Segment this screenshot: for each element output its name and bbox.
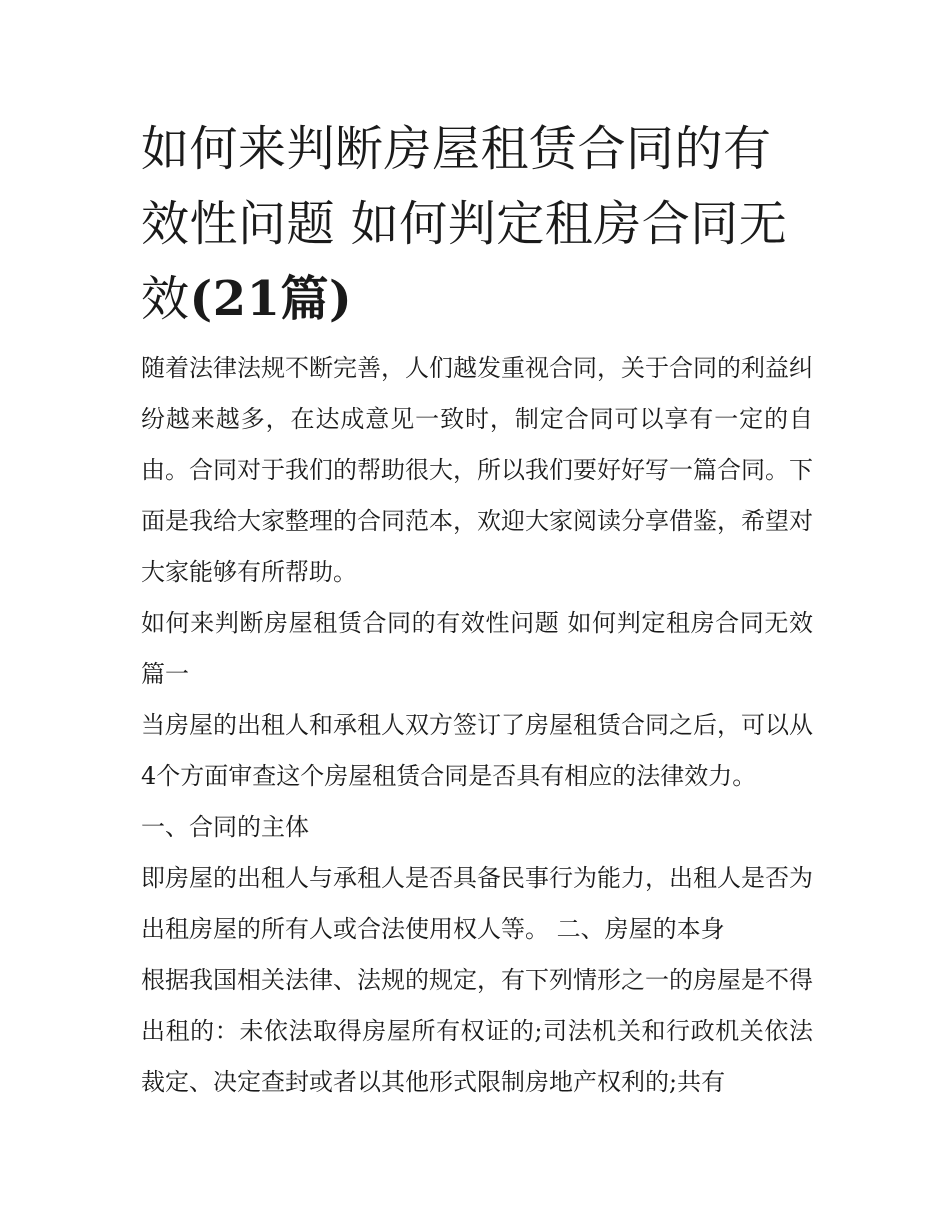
title-count-text: (21篇) (189, 271, 353, 327)
document-body (141, 343, 813, 1108)
title-main-text: 如何来判断房屋租赁合同的有效性问题 如何判定租房合同无效 (141, 121, 788, 327)
document-page (141, 112, 813, 1108)
body-paragraph: 即房屋的出租人与承租人是否具备民事行为能力，出租人是否为出租房屋的所有人或合法使用权人等。 二、房屋的本身 (141, 864, 813, 943)
document-title (141, 112, 813, 337)
body-paragraph: 根据我国相关法律、法规的规定，有下列情形之一的房屋是不得出租的：未依法取得房屋所有权证的;司法机关和行政机关依法裁定、决定查封或者以其他形式限制房地产权利的;共有 (141, 966, 813, 1096)
subheading-contract-subject: 一、合同的主体 (141, 813, 309, 841)
section-heading: 如何来判断房屋租赁合同的有效性问题 如何判定租房合同无效篇一 (141, 609, 813, 688)
intro-paragraph: 随着法律法规不断完善，人们越发重视合同，关于合同的利益纠纷越来越多，在达成意见一致时，制定合同可以享有一定的自由。合同对于我们的帮助很大，所以我们要好好写一篇合同。下面是我给大家整理的合同范本，欢迎大家阅读分享借鉴，希望对大家能够有所帮助。 (141, 354, 813, 586)
body-paragraph: 当房屋的出租人和承租人双方签订了房屋租赁合同之后，可以从4个方面审查这个房屋租赁合同是否具有相应的法律效力。 (141, 711, 813, 790)
